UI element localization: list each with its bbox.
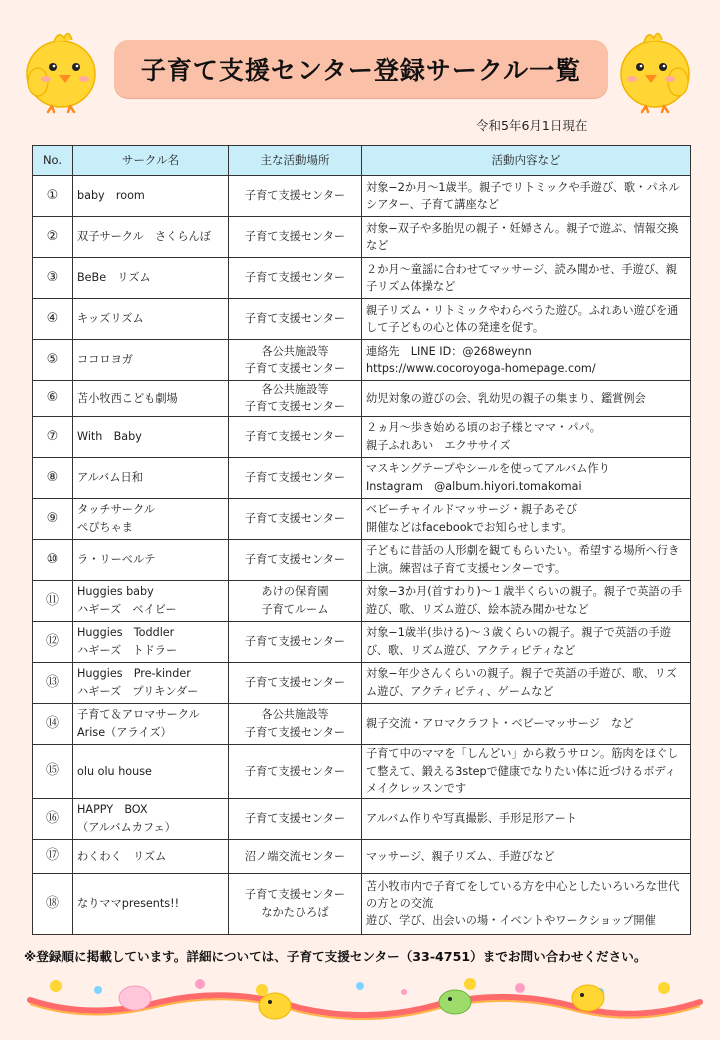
activity-description: 親子リズム・リトミックやわらべうた遊び。ふれあい遊びを通して子どもの心と体の発達を促す。 bbox=[362, 299, 691, 340]
table-row bbox=[33, 798, 691, 839]
row-number: ⑧ bbox=[33, 457, 73, 498]
row-number: ⑪ bbox=[33, 580, 73, 621]
activity-description: 対象−双子や多胎児の親子・妊婦さん。親子で遊ぶ、情報交換など bbox=[362, 217, 691, 258]
circle-name: HAPPY BOX （アルバムカフェ） bbox=[73, 798, 229, 839]
circle-name: baby room bbox=[73, 176, 229, 217]
row-number: ⑩ bbox=[33, 539, 73, 580]
activity-description: 対象−2か月〜1歳半。親子でリトミックや手遊び、歌・パネルシアター、子育て講座など bbox=[362, 176, 691, 217]
row-number: ⑯ bbox=[33, 798, 73, 839]
activity-place: 沼ノ端交流センター bbox=[229, 839, 362, 873]
circle-name: なりママpresents!! bbox=[73, 873, 229, 934]
chick-icon bbox=[18, 22, 104, 114]
activity-description: 連絡先 LINE ID：@268weynn https://www.cocoroyoga-homepage.com/ bbox=[362, 340, 691, 381]
garland-icon bbox=[0, 968, 720, 1038]
activity-place: 子育て支援センター bbox=[229, 498, 362, 539]
row-number: ④ bbox=[33, 299, 73, 340]
col-header-name: サークル名 bbox=[73, 146, 229, 176]
activity-description: 子どもに昔話の人形劇を観てもらいたい。希望する場所へ行き上演。練習は子育て支援センターです。 bbox=[362, 539, 691, 580]
col-header-place: 主な活動場所 bbox=[229, 146, 362, 176]
activity-place: 子育て支援センター bbox=[229, 621, 362, 662]
circle-name: ラ・リーベルテ bbox=[73, 539, 229, 580]
activity-place: 子育て支援センター bbox=[229, 299, 362, 340]
table-row bbox=[33, 498, 691, 539]
table-row bbox=[33, 217, 691, 258]
circle-name: Huggies Pre-kinder ハギーズ プリキンダー bbox=[73, 662, 229, 703]
table-row bbox=[33, 340, 691, 381]
activity-description: ２ヵ月〜歩き始める頃のお子様とママ・パパ。 親子ふれあい エクササイズ bbox=[362, 416, 691, 457]
activity-description: 親子交流・アロマクラフト・ベビーマッサージ など bbox=[362, 703, 691, 744]
circle-name: olu olu house bbox=[73, 744, 229, 798]
table-row bbox=[33, 873, 691, 934]
col-header-desc: 活動内容など bbox=[362, 146, 691, 176]
activity-place: 子育て支援センター bbox=[229, 744, 362, 798]
table-row bbox=[33, 381, 691, 417]
activity-description: マッサージ、親子リズム、手遊びなど bbox=[362, 839, 691, 873]
activity-description: 対象−年少さんくらいの親子。親子で英語の手遊び、歌、リズム遊び、アクティビティ、ゲームなど bbox=[362, 662, 691, 703]
row-number: ⑰ bbox=[33, 839, 73, 873]
activity-description: 対象−1歳半(歩ける)〜３歳くらいの親子。親子で英語の手遊び、歌、リズム遊び、アクティビティなど bbox=[362, 621, 691, 662]
row-number: ⑫ bbox=[33, 621, 73, 662]
row-number: ⑤ bbox=[33, 340, 73, 381]
as-of-date: 令和5年6月1日現在 bbox=[476, 118, 588, 133]
page-title: 子育て支援センター登録サークル一覧 bbox=[140, 56, 582, 85]
activity-place: 各公共施設等 子育て支援センター bbox=[229, 703, 362, 744]
table-row bbox=[33, 258, 691, 299]
activity-place: 子育て支援センター bbox=[229, 798, 362, 839]
table-row bbox=[33, 839, 691, 873]
table-row bbox=[33, 539, 691, 580]
table-header-row bbox=[33, 146, 691, 176]
row-number: ③ bbox=[33, 258, 73, 299]
activity-description: マスキングテープやシールを使ってアルバム作り Instagram @album.hiyori.tomakomai bbox=[362, 457, 691, 498]
row-number: ① bbox=[33, 176, 73, 217]
circle-name: ココロヨガ bbox=[73, 340, 229, 381]
table-row bbox=[33, 416, 691, 457]
circle-table bbox=[32, 145, 691, 935]
activity-description: アルバム作りや写真撮影、手形足形アート bbox=[362, 798, 691, 839]
row-number: ② bbox=[33, 217, 73, 258]
row-number: ⑬ bbox=[33, 662, 73, 703]
activity-place: 各公共施設等 子育て支援センター bbox=[229, 381, 362, 417]
activity-place: 各公共施設等 子育て支援センター bbox=[229, 340, 362, 381]
footnote: ※登録順に掲載しています。詳細については、子育て支援センター（33-4751）までお問い合わせください。 bbox=[24, 949, 647, 964]
activity-description: 幼児対象の遊びの会、乳幼児の親子の集まり、鑑賞例会 bbox=[362, 381, 691, 417]
col-header-no: No. bbox=[33, 146, 73, 176]
table-row bbox=[33, 176, 691, 217]
activity-place: 子育て支援センター bbox=[229, 539, 362, 580]
table-row bbox=[33, 580, 691, 621]
activity-place: 子育て支援センター bbox=[229, 176, 362, 217]
title-banner bbox=[114, 40, 608, 98]
circle-name: 苫小牧西こども劇場 bbox=[73, 381, 229, 417]
row-number: ⑨ bbox=[33, 498, 73, 539]
table-row bbox=[33, 703, 691, 744]
row-number: ⑥ bbox=[33, 381, 73, 417]
activity-description: ２か月〜童謡に合わせてマッサージ、読み聞かせ、手遊び、親子リズム体操など bbox=[362, 258, 691, 299]
row-number: ⑮ bbox=[33, 744, 73, 798]
circle-name: アルバム日和 bbox=[73, 457, 229, 498]
activity-place: 子育て支援センター bbox=[229, 416, 362, 457]
circle-name: 子育て＆アロマサークル Arise（アライズ） bbox=[73, 703, 229, 744]
activity-description: 子育て中のママを「しんどい」から救うサロン。筋肉をほぐして整えて、鍛える3stepで健康でなりたい体に近づけるボディメイクレッスンです bbox=[362, 744, 691, 798]
activity-description: 苫小牧市内で子育てをしている方を中心としたいろいろな世代の方との交流 遊び、学び、出会いの場・イベントやワークショップ開催 bbox=[362, 873, 691, 934]
activity-place: あけの保育園 子育てルーム bbox=[229, 580, 362, 621]
circle-name: キッズリズム bbox=[73, 299, 229, 340]
row-number: ⑭ bbox=[33, 703, 73, 744]
activity-place: 子育て支援センター bbox=[229, 662, 362, 703]
table-row bbox=[33, 662, 691, 703]
activity-place: 子育て支援センター なかたひろば bbox=[229, 873, 362, 934]
circle-name: 双子サークル さくらんぼ bbox=[73, 217, 229, 258]
table-row bbox=[33, 457, 691, 498]
activity-place: 子育て支援センター bbox=[229, 217, 362, 258]
circle-name: わくわく リズム bbox=[73, 839, 229, 873]
chick-icon bbox=[612, 22, 698, 114]
activity-place: 子育て支援センター bbox=[229, 258, 362, 299]
activity-place: 子育て支援センター bbox=[229, 457, 362, 498]
table-body bbox=[33, 176, 691, 935]
table-row bbox=[33, 744, 691, 798]
circle-name: BeBe リズム bbox=[73, 258, 229, 299]
circle-name: タッチサークル ぺぴちゃま bbox=[73, 498, 229, 539]
table-row bbox=[33, 299, 691, 340]
row-number: ⑦ bbox=[33, 416, 73, 457]
activity-description: 対象−3か月(首すわり)〜１歳半くらいの親子。親子で英語の手遊び、歌、リズム遊び、絵本読み聞かせなど bbox=[362, 580, 691, 621]
row-number: ⑱ bbox=[33, 873, 73, 934]
circle-name: Huggies Toddler ハギーズ トドラー bbox=[73, 621, 229, 662]
circle-name: Huggies baby ハギーズ ベイビー bbox=[73, 580, 229, 621]
circle-name: With Baby bbox=[73, 416, 229, 457]
table-row bbox=[33, 621, 691, 662]
activity-description: ベビーチャイルドマッサージ・親子あそび 開催などはfacebookでお知らせします。 bbox=[362, 498, 691, 539]
